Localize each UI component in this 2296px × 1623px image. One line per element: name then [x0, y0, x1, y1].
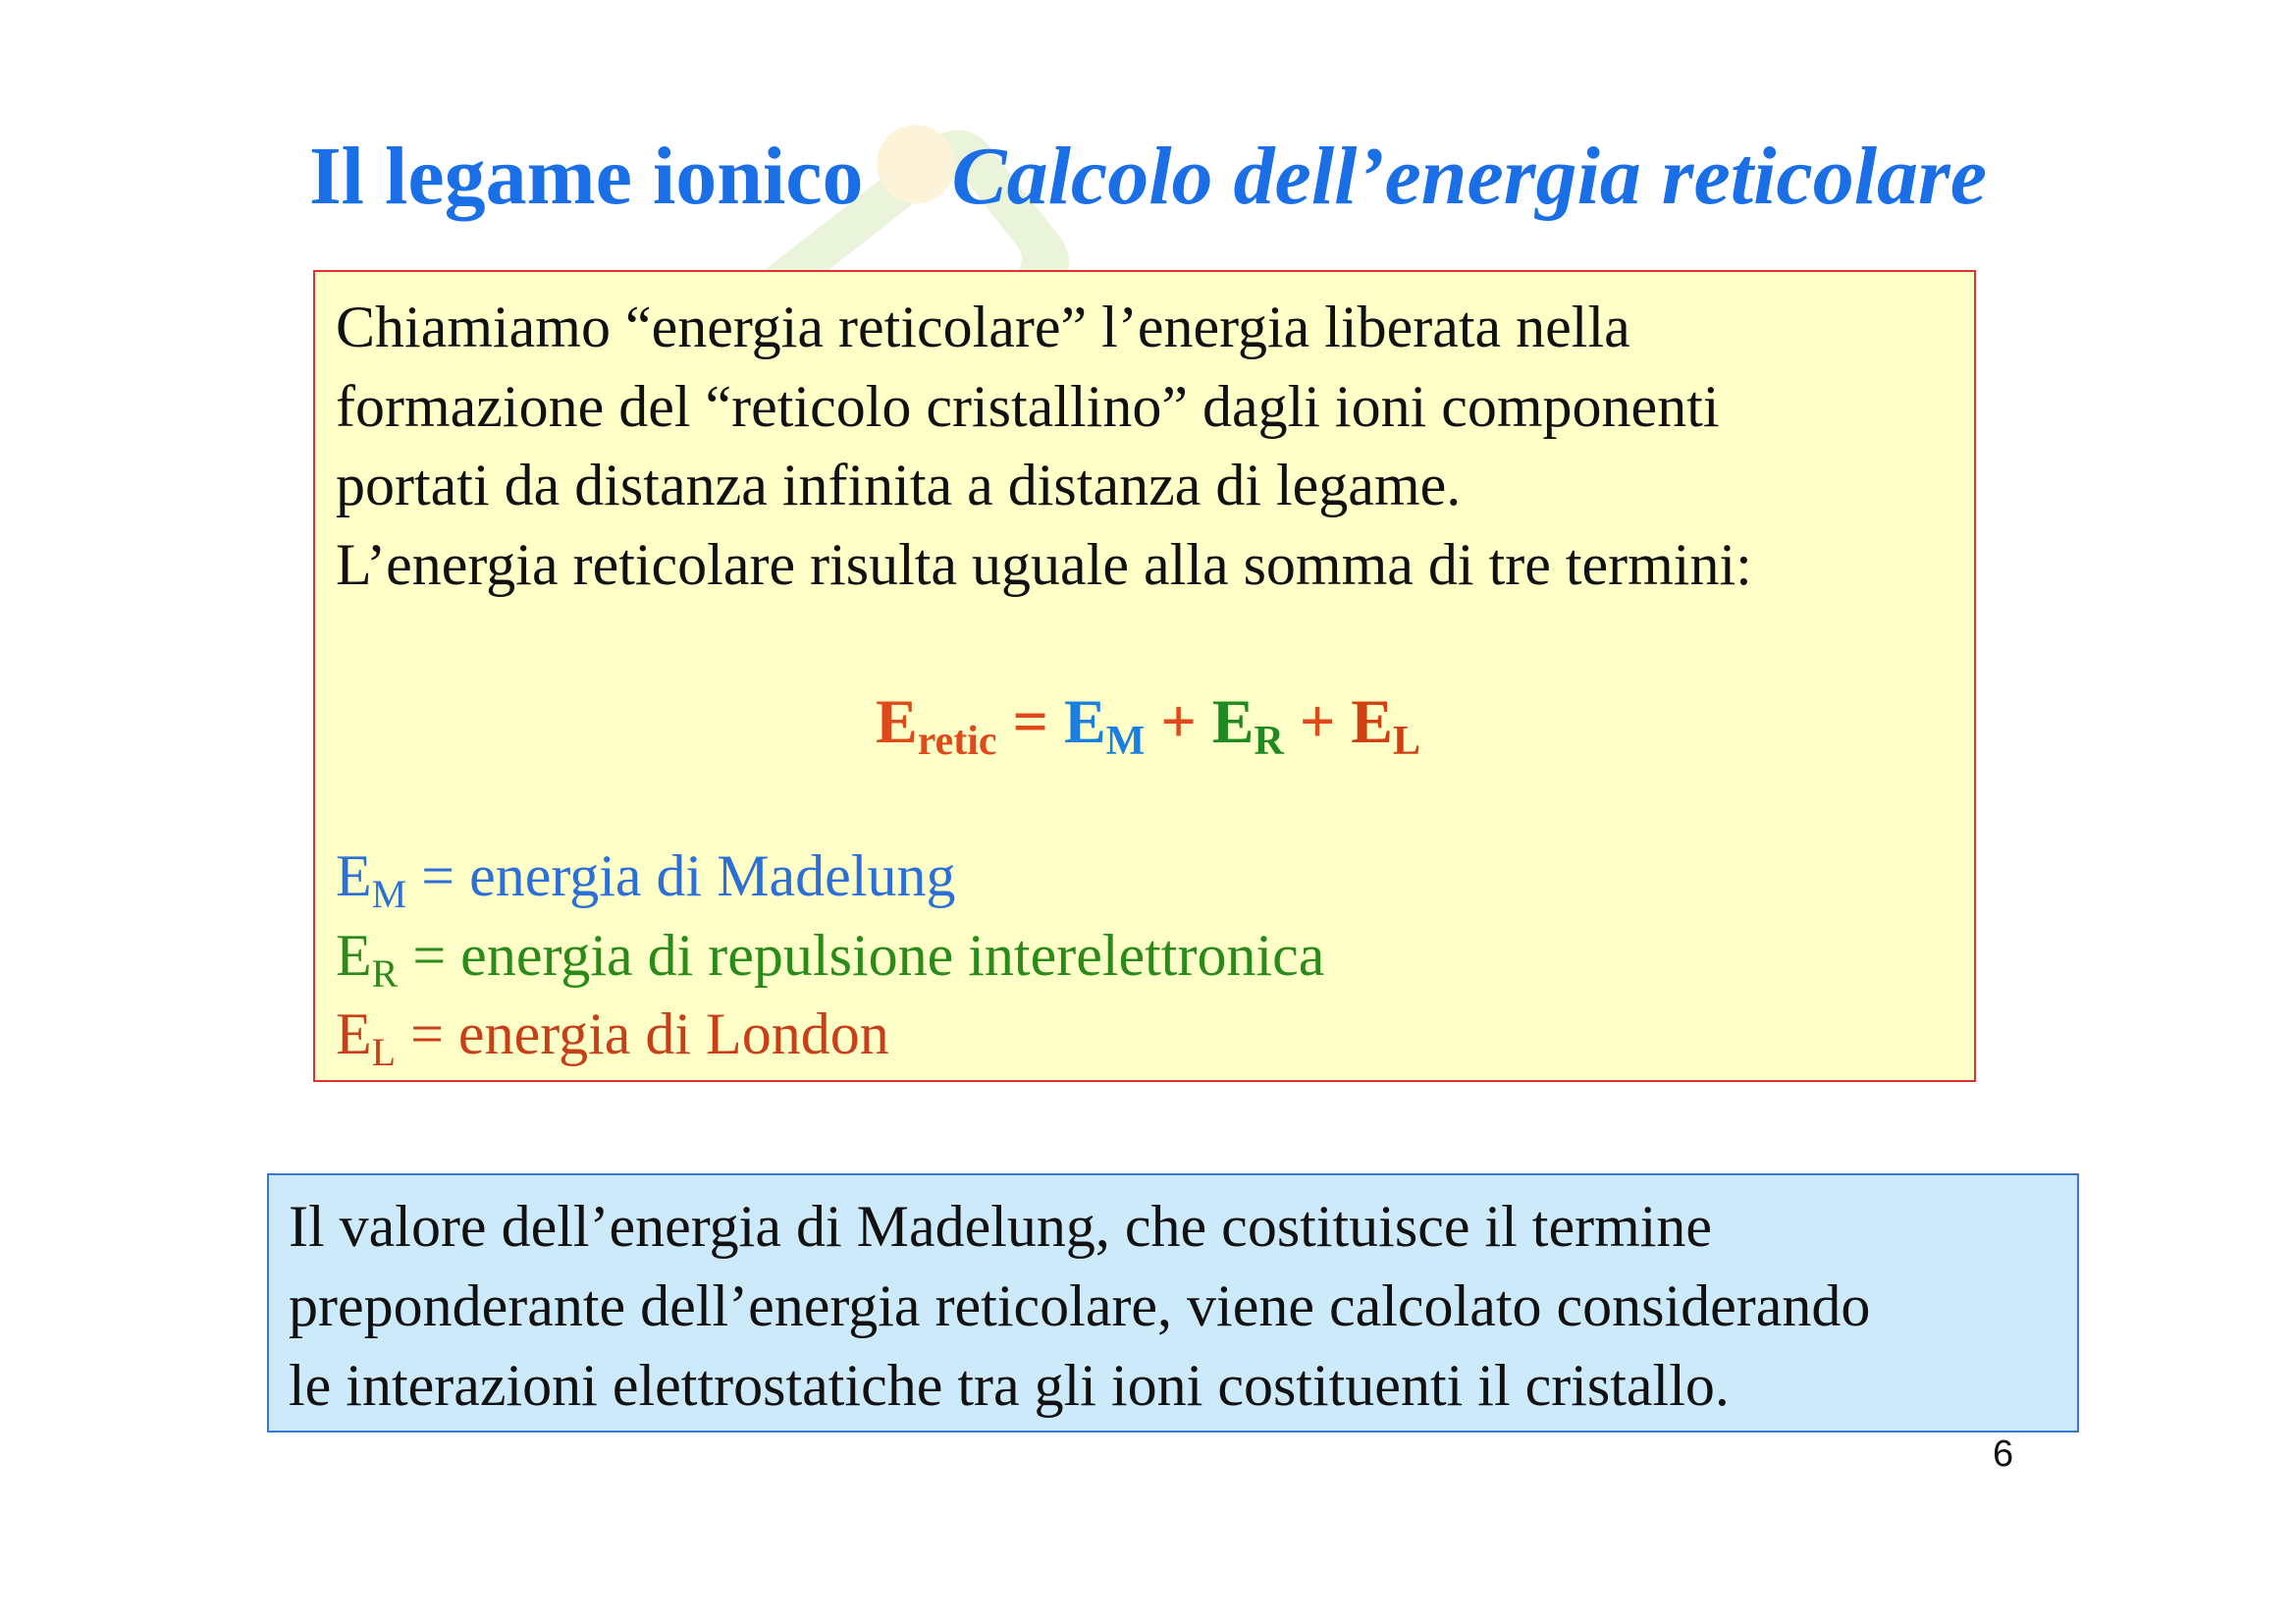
- formula-equals: =: [996, 686, 1064, 756]
- term-london: $E_L$ = energia di London: [336, 1001, 889, 1074]
- formula-e-r: $E_R$: [1211, 686, 1284, 764]
- note-line: preponderante dell’energia reticolare, viene calcolato considerando: [289, 1273, 1871, 1338]
- definition-line: portati da distanza infinita a distanza di legame.: [336, 453, 1462, 517]
- definition-line: Chiamiamo “energia reticolare” l’energia liberata nella: [336, 295, 1630, 359]
- formula-e-retic: $E_{retic}$: [876, 686, 997, 764]
- title-subtitle: Calcolo dell’energia reticolare: [951, 131, 1988, 222]
- note-line: Il valore dell’energia di Madelung, che costituisce il termine: [289, 1194, 1713, 1259]
- term-definitions: [336, 837, 1324, 1074]
- definition-text: [336, 288, 1965, 604]
- title-main: Il legame ionico: [308, 131, 864, 222]
- note-text: [289, 1187, 2075, 1426]
- definition-line: formazione del “reticolo cristallino” dagli ioni componenti: [336, 373, 1720, 439]
- term-repulsion: $E_R$ = energia di repulsione interelettronica: [336, 922, 1325, 996]
- definition-line: L’energia reticolare risulta uguale alla somma di tre termini:: [336, 531, 1752, 597]
- formula-plus: +: [1283, 686, 1352, 756]
- note-line: le interazioni elettrostatiche tra gli ioni costituenti il cristallo.: [289, 1353, 1730, 1418]
- term-madelung: $E_M$ = energia di Madelung: [336, 843, 956, 916]
- formula-e-m: $E_M$: [1063, 686, 1146, 764]
- slide-title: [0, 131, 2296, 222]
- formula-plus: +: [1145, 686, 1212, 756]
- formula-e-l: $E_L$: [1351, 686, 1420, 764]
- lattice-energy-formula: [0, 682, 2296, 764]
- page-number: 6: [1993, 1434, 2014, 1475]
